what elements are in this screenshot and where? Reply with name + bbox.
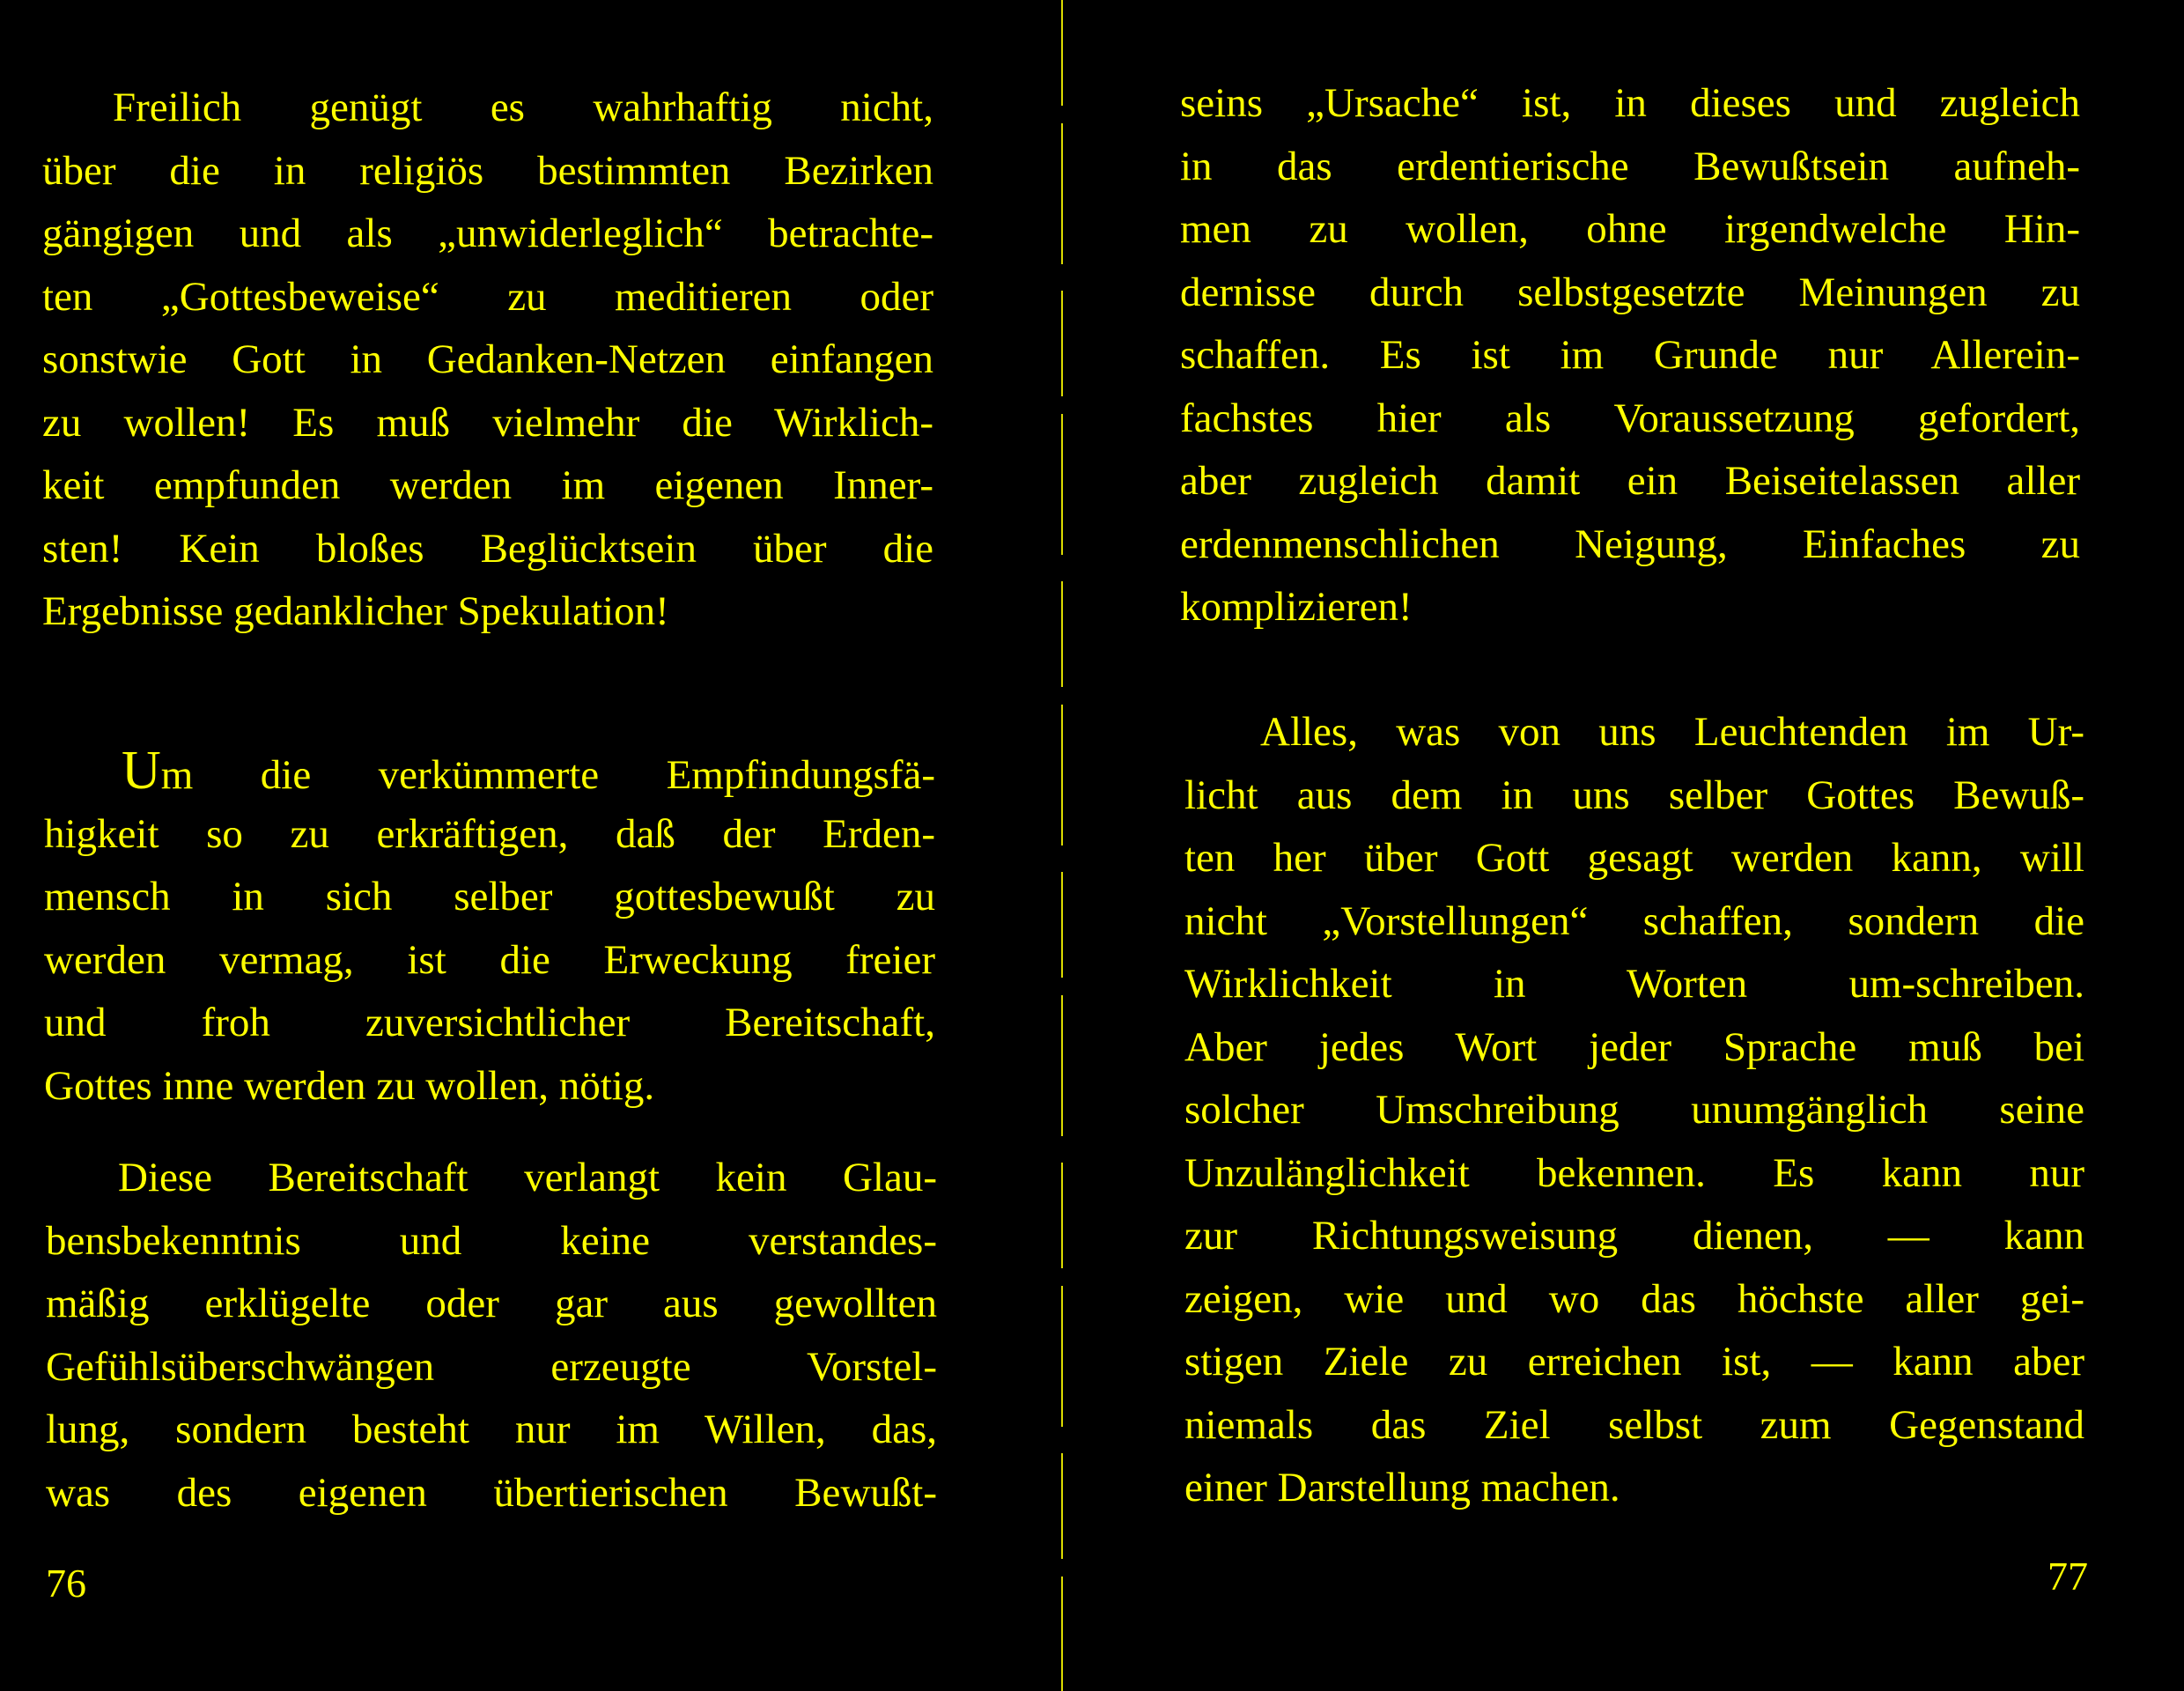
text-line: schaffen. Es ist im Grunde nur Allerein-: [1180, 332, 2080, 378]
text-line: Ergebnisse gedanklicher Spekulation!: [42, 588, 669, 634]
text-line: licht aus dem in uns selber Gottes Bewuß-: [1184, 772, 2084, 818]
text-line: und froh zuversichtlicher Bereitschaft,: [44, 1000, 935, 1045]
text-line: sonstwie Gott in Gedanken-Netzen einfangen: [42, 336, 933, 382]
dropcap-initial: U: [122, 741, 161, 801]
text-line: higkeit so zu erkräftigen, daß der Erden-: [44, 810, 935, 857]
text-line: zu wollen! Es muß vielmehr die Wirklich-: [42, 399, 933, 446]
text-line: dernisse durch selbstgesetzte Meinungen zu: [1180, 269, 2080, 315]
page-number-left: 76: [46, 1561, 86, 1606]
text-line: Freilich genügt es wahrhaftig nicht,: [113, 85, 933, 130]
paragraph-alles: [1184, 701, 2084, 1520]
text-line: ten her über Gott gesagt werden kann, will: [1184, 835, 2084, 881]
text-line: zur Richtungsweisung dienen, — kann: [1184, 1213, 2084, 1259]
paragraph-freilich: [42, 77, 933, 644]
text-line: aber zugleich damit ein Beiseitelassen aller: [1180, 458, 2080, 504]
text-line: m die verkümmerte Empfindungsfä-: [160, 752, 935, 798]
text-line: was des eigenen übertierischen Bewußt-: [46, 1469, 937, 1516]
paragraph-um-die: [44, 740, 935, 1118]
text-line: mensch in sich selber gottesbewußt zu: [44, 874, 935, 919]
text-line: erdenmenschlichen Neigung, Einfaches zu: [1180, 521, 2080, 567]
right-page: [1061, 0, 2184, 1691]
text-line: werden vermag, ist die Erweckung freier: [44, 936, 935, 983]
text-line: keit empfunden werden im eigenen Inner-: [42, 462, 933, 508]
text-line: Unzulänglichkeit bekennen. Es kann nur: [1184, 1149, 2084, 1196]
text-line: in das erdentierische Bewußtsein aufneh-: [1180, 143, 2080, 189]
text-line: bensbekenntnis und keine verstandes-: [46, 1217, 937, 1264]
text-line: Wirklichkeit in Worten um-schreiben.: [1184, 961, 2084, 1007]
text-line: Gottes inne werden zu wollen, nötig.: [44, 1062, 655, 1109]
text-line: gängigen und als „unwiderleglich“ betrachte-: [42, 210, 933, 256]
text-line: zeigen, wie und wo das höchste aller gei-: [1184, 1275, 2084, 1322]
text-line: ten „Gottesbeweise“ zu meditieren oder: [42, 273, 933, 320]
text-line-with-dropcap: [44, 740, 935, 803]
text-line: Aber jedes Wort jeder Sprache muß bei: [1184, 1023, 2084, 1070]
text-line: einer Darstellung machen.: [1184, 1465, 1620, 1510]
text-line: fachstes hier als Voraussetzung gefordert,: [1180, 395, 2080, 441]
text-line: komplizieren!: [1180, 584, 1413, 630]
paragraph-seins: [1180, 72, 2080, 639]
left-page: [0, 0, 1061, 1691]
text-line: über die in religiös bestimmten Bezirken: [42, 147, 933, 194]
text-line: niemals das Ziel selbst zum Gegenstand: [1184, 1401, 2084, 1448]
text-line: sten! Kein bloßes Beglücktsein über die: [42, 525, 933, 572]
page-number-right: 77: [2048, 1554, 2088, 1599]
text-line: men zu wollen, ohne irgendwelche Hin-: [1180, 206, 2080, 252]
text-line: mäßig erklügelte oder gar aus gewollten: [46, 1281, 937, 1326]
text-line: seins „Ursache“ ist, in dieses und zugleich: [1180, 80, 2080, 126]
text-line: Diese Bereitschaft verlangt kein Glau-: [118, 1155, 937, 1200]
text-line: solcher Umschreibung unumgänglich seine: [1184, 1087, 2084, 1133]
text-line: stigen Ziele zu erreichen ist, — kann aber: [1184, 1339, 2084, 1385]
text-line: Gefühlsüberschwängen erzeugte Vorstel-: [46, 1343, 937, 1390]
text-line: lung, sondern besteht nur im Willen, das,: [46, 1407, 937, 1452]
text-line: Alles, was von uns Leuchtenden im Ur-: [1260, 709, 2084, 755]
text-line: nicht „Vorstellungen“ schaffen, sondern die: [1184, 897, 2084, 944]
paragraph-diese-bereitschaft: [46, 1147, 937, 1525]
